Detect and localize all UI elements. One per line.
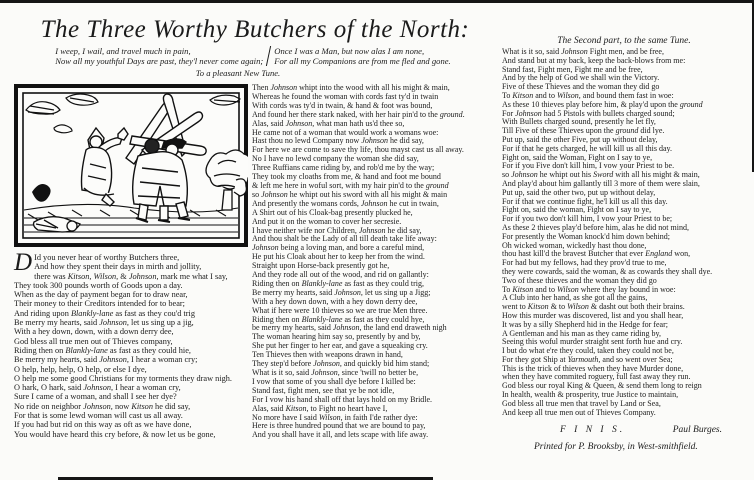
- left-verse-lines: [14, 249, 248, 439]
- verse-line: Stand fast, Fight men, Fight me and be free,: [502, 64, 643, 74]
- verse-line: I vow that some of you shall dye before I killed be:: [252, 376, 416, 386]
- verse-line: & left me here in woful sort, with my hair pin'd to the ground: [252, 180, 449, 190]
- second-part-heading: The Second part, to the same Tune.: [557, 36, 691, 46]
- verse-line: Be merry my hearts, said Johnson, let us sing up a jig,: [14, 318, 194, 328]
- tune-line: To a pleasant New Tune.: [195, 68, 281, 78]
- verse-line: Seeing this woful murder straight sent forth hue and cry.: [502, 337, 683, 347]
- verse-line: Then Johnson whipt into the wood with all his might & main,: [252, 83, 450, 92]
- imprint-line: Printed for P. Brooksby, in West-smithfield.: [534, 442, 698, 453]
- verse-line: I have neither wife nor Children, Johnson he did say,: [252, 225, 422, 235]
- top-border-rule: [0, 0, 754, 3]
- verse-line: This is the trick of thieves when they have Murder done,: [502, 363, 684, 373]
- verse-line: And riding upon Blankly-lane as fast as they cou'd trig: [14, 308, 196, 318]
- verse-line: You would have heard this cry before, & now let us be gone,: [14, 429, 216, 439]
- verse-line: O hark, O hark, said Johnson, I hear a woman cry,: [14, 383, 181, 393]
- verse-line: With cords was ty'd in twain, & hand & foot was bound,: [252, 100, 433, 110]
- verse-line: be merry my hearts, said Johnson, the land end draweth nigh: [252, 323, 447, 333]
- verse-line: A Shirt out of his Cloak-bag presently plucked he,: [252, 207, 413, 217]
- verse-line: Riding then on Blankly-lane as fast as they could trig,: [252, 278, 424, 288]
- verse-line: Riding then on Blankly-lane as fast as they could hye,: [252, 314, 425, 324]
- verse-line: Till Five of these Thieves upon the ground did lye.: [502, 126, 665, 136]
- verse-line: It was by a silly Shepherd hid in the Hedge for fear;: [502, 319, 668, 329]
- verse-line: And presently the womans cords, Johnson he cut in twain,: [252, 198, 439, 208]
- verse-line: If you had but rid on this way as oft as we have done,: [14, 420, 192, 430]
- verse-line: And thou shalt be the Lady of all till death take life away:: [252, 234, 437, 244]
- verse-line: And play'd about him gallantly till 3 more of them were slain,: [502, 178, 700, 188]
- verse-line: God bless all true men that travel by Land or Sea,: [502, 398, 661, 408]
- verse-line: they were cowards, said the woman, & as cowards they shall dye.: [502, 266, 713, 276]
- verse-line: And keep all true men out of Thieves Company.: [502, 407, 656, 417]
- verse-line: Be merry my hearts, said Johnson, let us sing up a Jigg;: [252, 287, 431, 297]
- epigraph-line: For all my Companions are from me fled and gone.: [274, 56, 451, 66]
- verse-line: For that is some lewd woman will cast us all away.: [14, 411, 183, 421]
- finis-label: F I N I S.: [560, 425, 626, 436]
- verse-line: O help me some good Christians for my torments they draw nigh.: [14, 373, 232, 383]
- verse-line: Oh wicked woman, wickedly hast thou done,: [502, 240, 647, 250]
- verse-line: Whereas he found the woman with cords fast ty'd in twain: [252, 91, 439, 101]
- verse-line: Five of these Thieves and the woman they did go: [502, 82, 660, 92]
- verse-line: Riding then on Blankly-lane as fast as they could hie,: [14, 345, 191, 355]
- verse-line: He put his Cloak about her to keep her from the wind.: [252, 252, 425, 262]
- middle-column: [252, 84, 498, 440]
- verse-line: Three Ruffians came riding by, and rob'd me by the way;: [252, 163, 435, 173]
- verse-line: No ride on neighbor Johnson, now Kitson he did say,: [14, 401, 191, 411]
- verse-line: As these 10 thieves play before him, & play'd upon the ground: [502, 99, 703, 109]
- verse-line: To Kitson and to Wilson, and bound them fast in woe:: [502, 90, 674, 100]
- drop-cap: D: [14, 249, 33, 276]
- verse-line: Alas, said Johnson, what man hath us'd thee so,: [252, 118, 405, 128]
- verse-line: Hast thou no lewd Company now Johnson he did say,: [252, 136, 424, 146]
- epigraph-left: [55, 46, 263, 66]
- woodcut-illustration: [14, 84, 248, 247]
- finis-row: [502, 426, 750, 435]
- verse-line: For presently the Woman knock'd him down behind;: [502, 231, 670, 241]
- verse-line: For they got Ship at Yarmouth, and so went over Sea;: [502, 354, 673, 364]
- verse-line: The woman hearing him say so, presently by and by,: [252, 332, 421, 342]
- middle-verse-lines: [252, 84, 498, 440]
- verse-line: Johnson being a loving man, and bore a careful mind,: [252, 243, 425, 253]
- verse-line: Fight on, said the woman, Fight on I say to ye,: [502, 205, 652, 215]
- right-column: [502, 48, 750, 452]
- verse-line: For if you two don't kill him, I vow your Priest to be;: [502, 214, 673, 224]
- verse-line: so Johnson he whipt out his Sword with all his might & main,: [502, 170, 700, 180]
- verse-line: And how they spent their days in mirth and jollity,: [34, 262, 202, 272]
- verse-line: What is it so, said Johnson Fight men, and be free,: [502, 47, 664, 56]
- verse-line: Their money to their Creditors intended for to bear;: [14, 299, 185, 309]
- verse-line: And by the help of God we shall win the Victory.: [502, 73, 660, 83]
- verse-line: With a hey down, down, with a down derry dee,: [14, 327, 174, 337]
- verse-line: A Gentleman and his man as they came riding by,: [502, 328, 661, 338]
- verse-line: Id you never hear of worthy Butchers three,: [34, 253, 180, 262]
- verse-line: there was Kitson, Wilson, & Johnson, mark me what I say,: [34, 271, 228, 281]
- verse-line: Two of these thieves and the woman they did go: [502, 275, 657, 285]
- epigraph: [18, 46, 488, 66]
- verse-line: Be merry my hearts, said Johnson, I hear a woman cry;: [14, 355, 198, 365]
- verse-line: Put up, said the other two, put up without delay,: [502, 187, 656, 197]
- verse-line: God bless our royal King & Queen, & send them long to reign: [502, 381, 702, 391]
- verse-line: Put up, said the other Five, put up without delay,: [502, 134, 658, 144]
- verse-line: For had but my fellows, had they prov'd true to me,: [502, 258, 667, 268]
- epigraph-line: I weep, I wail, and travel much in pain,: [55, 46, 191, 56]
- verse-line: As these 2 thieves play'd before him, alas he did not mind,: [502, 222, 689, 232]
- epigraph-right: [274, 46, 450, 66]
- verse-line: No I have no lewd company the woman she did say,: [252, 154, 419, 164]
- verse-line: Alas, said Kitson, to Fight no heart have I,: [252, 403, 388, 413]
- verse-line: A Club into her hand, as she got all the gains,: [502, 293, 648, 303]
- verse-line: He came not of a woman that would work a womans woe:: [252, 127, 439, 137]
- epigraph-divider: [266, 46, 271, 66]
- left-verse: [14, 249, 248, 439]
- verse-line: For if that we continue fight, he'l kill us all this day.: [502, 196, 668, 206]
- verse-line: With a hey down down, with a hey down derry dee,: [252, 296, 418, 306]
- verse-line: Here is three hundred pound that we are bound to pay,: [252, 421, 426, 431]
- left-column: [14, 84, 248, 439]
- verse-line: What is it so, said Johnson, since 'twill no better be,: [252, 368, 419, 377]
- verse-line: And put it on the woman to cover her secresie.: [252, 216, 402, 226]
- verse-line: How this murder was discovered, list and you shall hear,: [502, 310, 684, 320]
- verse-line: when they have commited roguery, full fast away they run.: [502, 372, 691, 382]
- verse-line: And stand but at my back, keep the back-blows from me:: [502, 55, 686, 65]
- verse-line: And they rode all out of the wood, and rid on gallantly:: [252, 270, 429, 280]
- verse-line: They step'd before Johnson, and quickly bid him stand;: [252, 359, 430, 369]
- verse-line: went to Kitson & to Wilson & dasht out both their brains.: [502, 302, 685, 312]
- verse-line: Ten Thieves then with weapons drawn in hand,: [252, 350, 403, 360]
- verse-line: I but do what e're they could, taken they could not be,: [502, 346, 674, 356]
- verse-line: When as the day of payment began for to draw near,: [14, 290, 188, 300]
- verse-line: To Kitson and to Wilson where they lay bound in woe:: [502, 284, 676, 294]
- verse-line: Straight upon Horse-back presently got he,: [252, 261, 390, 271]
- page-title: The Three Worthy Butchers of the North:: [40, 16, 470, 43]
- verse-line: She put her finger to her ear, and gave a squeaking cry.: [252, 341, 428, 351]
- verse-line: Fight on, said the Woman, Fight on I say to ye,: [502, 152, 653, 162]
- author-name: Paul Burges.: [672, 425, 722, 436]
- right-verse-lines: [502, 48, 750, 417]
- verse-line: For I vow his hand shall off that lays hold on my Bridle.: [252, 394, 433, 404]
- verse-line: Sure I came of a woman, and shall I see her dye?: [14, 392, 177, 402]
- verse-line: What if here were 10 thieves so we are true Men three.: [252, 305, 428, 315]
- verse-line: For Johnson had 5 Pistols with bullets charged sound;: [502, 108, 675, 118]
- verse-line: For if that he gets charged, he will kill us all this day.: [502, 143, 672, 153]
- verse-line: In health, wealth & prosperity, true Justice to maintain,: [502, 390, 679, 400]
- verse-line: And you shall have it all, and lets scape with life away.: [252, 430, 429, 440]
- verse-line: so Johnson he whipt out his sword with all his might & main: [252, 189, 448, 199]
- verse-line: They took my cloaths from me, & hand and foot me bound: [252, 172, 441, 182]
- epigraph-line: Once I was a Man, but now alas I am none,: [274, 46, 425, 56]
- verse-line: thou hast kill'd the bravest Butcher that ever England won,: [502, 249, 691, 259]
- epigraph-line: Now all my youthful Days are past, they'l never come again;: [55, 56, 264, 66]
- verse-line: Stand fast, fight men, see that ye be not idle,: [252, 385, 395, 395]
- verse-line: For if you Five don't kill him, I vow your Priest to be.: [502, 161, 675, 171]
- verse-line: No more have I said Wilson, in faith I'de rather dye:: [252, 412, 418, 422]
- verse-line: For here we are come to save thy life, thou mayst cast us all away.: [252, 145, 464, 155]
- verse-line: God bless all true men out of Thieves company,: [14, 336, 173, 346]
- verse-line: O help, help, help, O help, or else I dye,: [14, 364, 147, 374]
- verse-line: They took 300 pounds worth of Goods upon a day.: [14, 280, 183, 290]
- verse-line: And found her there stark naked, with her hair pin'd to the ground.: [252, 109, 465, 119]
- verse-line: With Bullets charged sound, presently he let fly,: [502, 117, 656, 127]
